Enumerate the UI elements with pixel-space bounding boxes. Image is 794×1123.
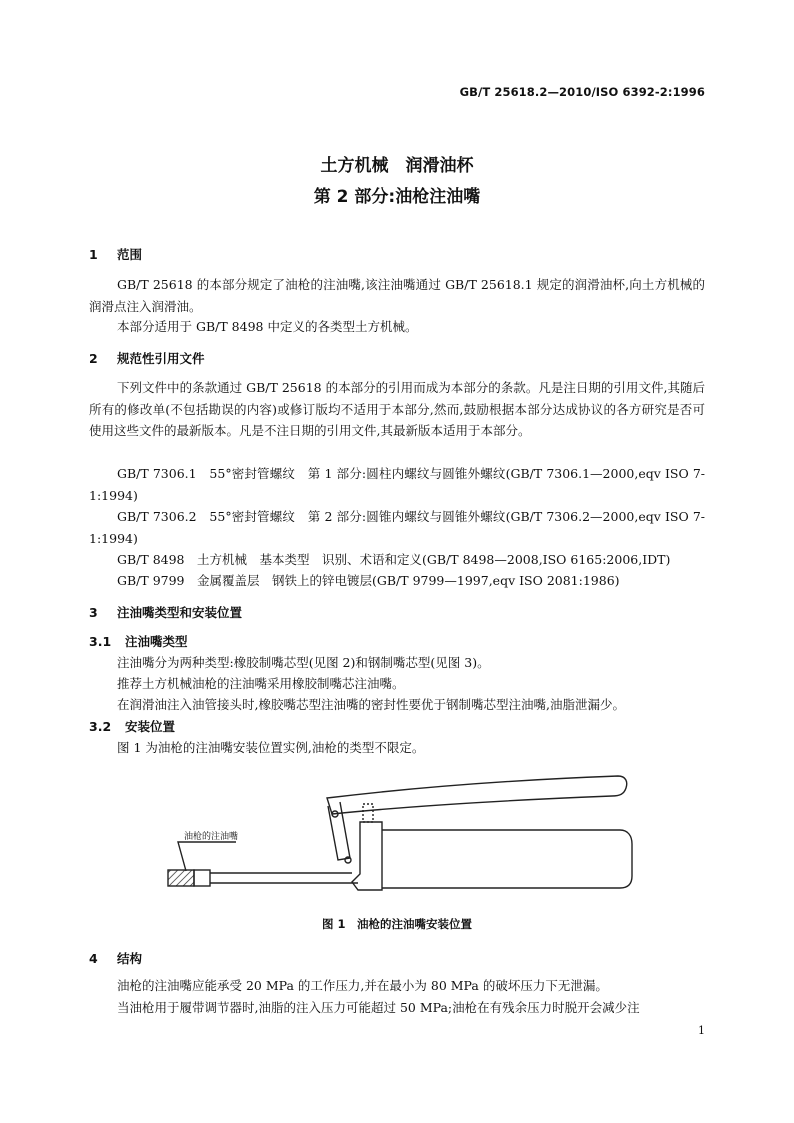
- dashed-pin: [363, 804, 373, 822]
- section-3-1-number: 3.1: [89, 634, 112, 649]
- pump-head: [352, 822, 382, 890]
- section-3-1-paragraph-1: 注油嘴分为两种类型:橡胶制嘴芯型(见图 2)和钢制嘴芯型(见图 3)。: [117, 655, 490, 670]
- section-1-number: 1: [89, 247, 98, 262]
- section-1-paragraph-1: GB/T 25618 的本部分规定了油枪的注油嘴,该注油嘴通过 GB/T 25618.1 规定的润滑油杯,向土方机械的润滑点注入润滑油。: [89, 277, 705, 314]
- section-3-1-heading: [89, 632, 188, 650]
- section-1-title: 范围: [117, 247, 143, 262]
- lever-handle: [327, 776, 627, 814]
- reference-gbt-9799: GB/T 9799 金属覆盖层 钢铁上的锌电镀层(GB/T 9799—1997,eqv ISO 2081:1986): [117, 573, 620, 588]
- section-3-2-title: 安装位置: [125, 719, 176, 734]
- section-1-paragraph-2: 本部分适用于 GB/T 8498 中定义的各类型土方机械。: [117, 319, 418, 334]
- label-leader: [178, 842, 236, 871]
- coupler-body: [194, 870, 210, 886]
- section-4-heading: [89, 949, 142, 967]
- document-title-line1: 土方机械 润滑油杯: [320, 156, 474, 176]
- section-3-number: 3: [89, 605, 98, 620]
- section-3-1-paragraph-2: 推荐土方机械油枪的注油嘴采用橡胶制嘴芯注油嘴。: [117, 676, 405, 691]
- section-2-title: 规范性引用文件: [117, 351, 205, 366]
- document-title-line2: 第 2 部分:油枪注油嘴: [313, 187, 481, 207]
- figure-1-grease-gun-drawing: [150, 770, 640, 910]
- reference-gbt-7306-1: GB/T 7306.1 55°密封管螺纹 第 1 部分:圆柱内螺纹与圆锥外螺纹(GB/T 7306.1—2000,eqv ISO 7-1:1994): [89, 466, 705, 503]
- section-3-title: 注油嘴类型和安装位置: [117, 605, 243, 620]
- section-3-2-paragraph-1: 图 1 为油枪的注油嘴安装位置实例,油枪的类型不限定。: [117, 740, 425, 755]
- section-3-1-title: 注油嘴类型: [125, 634, 188, 649]
- figure-1-caption: 图 1 油枪的注油嘴安装位置: [321, 917, 472, 931]
- reference-gbt-8498: GB/T 8498 土方机械 基本类型 识别、术语和定义(GB/T 8498—2008,ISO 6165:2006,IDT): [117, 552, 671, 567]
- figure-1-callout-label: 油枪的注油嘴: [184, 832, 239, 842]
- section-4-number: 4: [89, 951, 98, 966]
- section-3-2-heading: [89, 717, 175, 735]
- page-number: 1: [698, 1024, 705, 1037]
- section-3-heading: [89, 603, 242, 621]
- section-1-heading: [89, 245, 142, 263]
- reference-gbt-7306-2: GB/T 7306.2 55°密封管螺纹 第 2 部分:圆锥内螺纹与圆锥外螺纹(GB/T 7306.2—2000,eqv ISO 7-1:1994): [89, 509, 705, 546]
- section-2-number: 2: [89, 351, 98, 366]
- barrel: [382, 830, 632, 888]
- section-3-2-number: 3.2: [89, 719, 112, 734]
- nozzle-hatched: [168, 870, 194, 886]
- standard-code: GB/T 25618.2—2010/ISO 6392-2:1996: [459, 85, 705, 99]
- section-4-paragraph-2: 当油枪用于履带调节器时,油脂的注入压力可能超过 50 MPa;油枪在有残余压力时脱开会减少注: [117, 1000, 640, 1015]
- section-4-title: 结构: [117, 951, 143, 966]
- section-3-1-paragraph-3: 在润滑油注入油管接头时,橡胶嘴芯型注油嘴的密封性要优于钢制嘴芯型注油嘴,油脂泄漏少。: [117, 697, 625, 712]
- section-2-paragraph-1: 下列文件中的条款通过 GB/T 25618 的本部分的引用而成为本部分的条款。凡是注日期的引用文件,其随后所有的修改单(不包括勘误的内容)或修订版均不适用于本部分,然而,鼓励根据本部分达成协议的各方研究是否可使用这些文件的最新版本。凡是不注日期的引用文件,其最新版本适用于本部分。: [89, 380, 705, 438]
- section-2-heading: [89, 349, 205, 367]
- section-4-paragraph-1: 油枪的注油嘴应能承受 20 MPa 的工作压力,并在最小为 80 MPa 的破坏压力下无泄漏。: [117, 978, 608, 993]
